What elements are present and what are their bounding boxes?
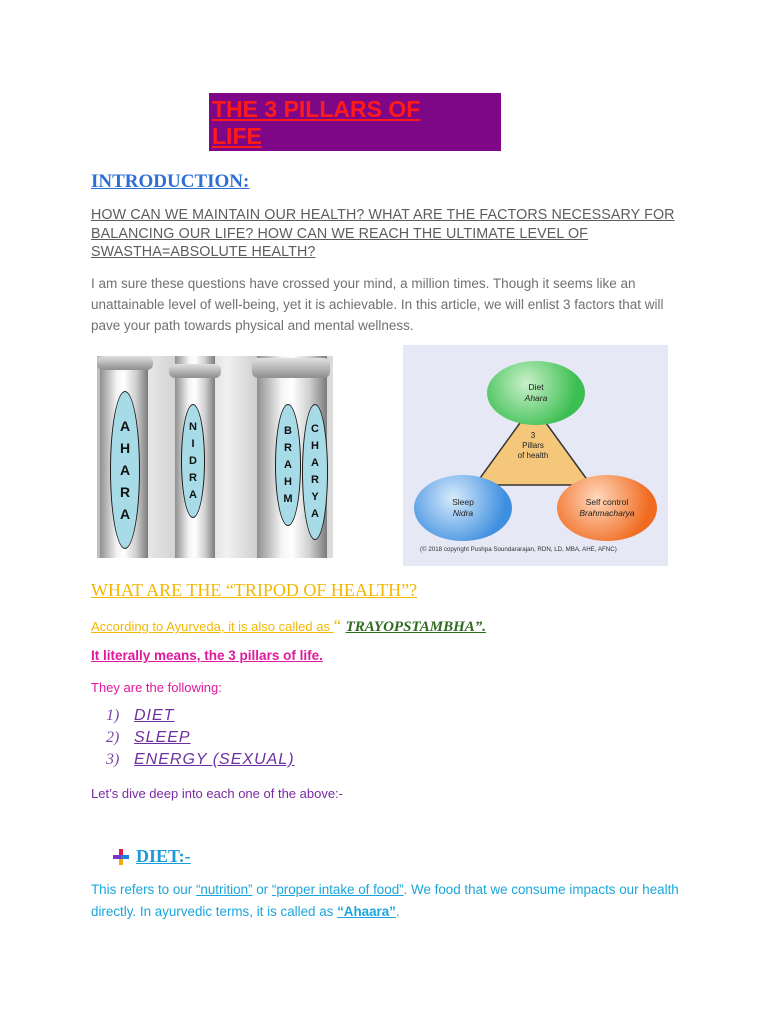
list-number: 1)	[106, 707, 120, 724]
triangle-line: of health	[517, 451, 549, 460]
triangle-line: 3	[530, 431, 536, 440]
list-item	[106, 707, 295, 729]
ahara-oval	[110, 391, 140, 549]
introduction-paragraph: I am sure these questions have crossed your mind, a million times. Though it seems like an unattainable level of well-being, yet it is achievable. In this article, we will enlist 3 factors that will pave your path towards physical and mental wellness.	[91, 276, 664, 333]
diet-text: This refers to our	[91, 882, 196, 897]
star-bullet-icon	[113, 849, 129, 865]
ahara-letter: A	[119, 462, 131, 478]
ahara-letter: H	[119, 440, 131, 456]
diet-heading-row	[113, 846, 191, 867]
triangle-line: Pillars	[522, 441, 544, 450]
diet-heading: DIET:-	[136, 846, 191, 866]
brahm-letter: A	[284, 458, 292, 471]
list-item	[106, 729, 295, 751]
page-title-line2: LIFE	[212, 123, 262, 149]
sleep-circle-label: Sleep	[452, 497, 474, 507]
diet-text: .	[395, 903, 400, 919]
list-item	[106, 751, 295, 773]
ahara-letter: R	[119, 484, 131, 500]
nidra-oval	[181, 404, 205, 518]
list-text: DIET	[134, 707, 175, 724]
diet-paragraph	[91, 879, 691, 922]
three-pillars-diagram	[403, 345, 668, 566]
charya-letter: A	[311, 457, 319, 469]
list-text: SLEEP	[134, 729, 191, 746]
brahm-letter: B	[284, 424, 292, 437]
nutrition-term: “nutrition”	[195, 882, 253, 897]
nidra-letter: I	[191, 437, 195, 450]
charya-letter: C	[311, 423, 319, 435]
charya-letter: H	[311, 440, 319, 452]
nidra-letter: D	[189, 454, 197, 467]
pillars-image	[97, 356, 333, 558]
diet-circle-sub: Ahara	[524, 393, 548, 403]
diet-text: . We food that we consume impacts our health directly. In ayurvedic terms, it is called as	[91, 882, 679, 919]
introduction-questions: HOW CAN WE MAINTAIN OUR HEALTH? WHAT ARE THE FACTORS NECESSARY FOR BALANCING OUR LIFE? HOW CAN WE REACH THE ULTIMATE LEVEL OF SWASTHA=ABSOLUTE HEALTH?	[91, 207, 675, 260]
charya-oval	[302, 404, 328, 540]
charya-letter: R	[311, 474, 319, 486]
tripod-heading: WHAT ARE THE “TRIPOD OF HEALTH”?	[91, 580, 418, 600]
diet-circle	[487, 361, 585, 425]
nidra-letter: A	[189, 488, 197, 501]
open-quote: “	[333, 616, 342, 635]
brahm-letter: H	[284, 475, 292, 488]
trayopstambha-term: TRAYOPSTAMBHA”.	[345, 619, 487, 635]
sleep-circle-sub: Nidra	[452, 508, 474, 518]
self-control-circle	[557, 475, 657, 541]
ayurveda-line	[91, 616, 486, 636]
diet-text: or	[252, 882, 272, 897]
nidra-letter: N	[189, 420, 197, 433]
brahm-oval	[275, 404, 301, 526]
list-number: 2)	[106, 729, 120, 746]
introduction-heading: INTRODUCTION:	[91, 171, 250, 192]
diagram-copyright: (© 2018 copyright Pushpa Soundararajan, RDN, LD, MBA, AHE, AFNC)	[420, 546, 617, 553]
page-title	[212, 96, 492, 150]
list-text: ENERGY (SEXUAL)	[134, 751, 295, 768]
proper-intake-term: “proper intake of food”	[271, 882, 404, 897]
brahm-letter: R	[284, 441, 292, 454]
ayurveda-text: According to Ayurveda, it is also called as	[91, 619, 334, 634]
diet-circle-label: Diet	[528, 382, 544, 392]
charya-letter: Y	[311, 491, 319, 503]
self-control-circle-sub: Brahmacharya	[579, 508, 635, 518]
self-control-circle-label: Self control	[585, 497, 629, 507]
literal-meaning: It literally means, the 3 pillars of life.	[91, 648, 323, 663]
ahara-letter: A	[119, 506, 131, 522]
sleep-circle	[414, 475, 512, 541]
charya-letter: A	[311, 508, 319, 520]
list-number: 3)	[106, 751, 120, 768]
ahara-letter: A	[119, 418, 131, 434]
dive-text: Let’s dive deep into each one of the above:-	[91, 786, 344, 801]
following-text: They are the following:	[91, 680, 222, 695]
nidra-letter: R	[189, 471, 197, 484]
page-title-line1: THE 3 PILLARS OF	[212, 96, 421, 122]
brahm-letter: M	[283, 492, 293, 505]
pillars-list	[106, 707, 295, 773]
pillar-capital	[252, 358, 330, 378]
triangle-center-text	[507, 431, 559, 461]
pillar-capital	[169, 364, 221, 378]
ahaara-term: “Ahaara”	[337, 903, 396, 919]
pillar-capital	[97, 356, 153, 370]
